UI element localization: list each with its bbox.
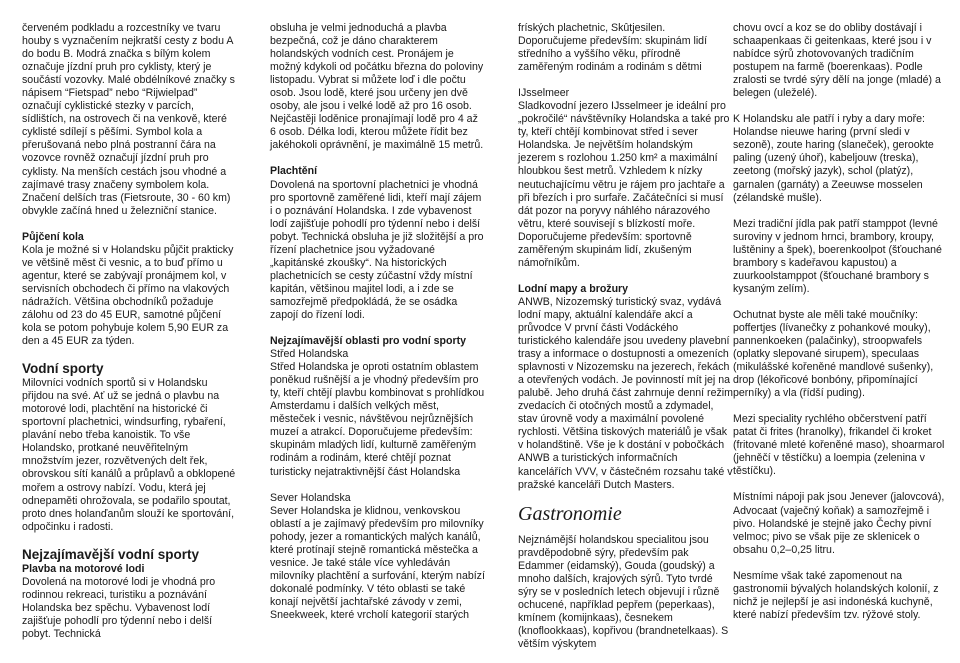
paragraph-goat-cheese: chovu ovcí a koz se do obliby dostávají i schaapenkaas či geitenkaas, které jsou i v nabídce sýrů zhotovovaných tradičním postupem na farmě (boerenkaas). Podle zralosti se tvrdé sýry dělí na jonge (mladé) a belegen (uleželé). <box>733 22 941 100</box>
paragraph-north-holland: Sever Holandska je klidnou, venkovskou oblastí a je zajímavý především pro milovníky pohody, jezer a romantických malých kanálů, které protínají stejně romantická městečka a vesnice. Je také stále více vyhledáván milovníky plachtění a surfování, kterým nabízí dokonalé podmínky. V této oblasti se také konají největší jachtařské závody v zemi, Sneekweek, které vrcholí kategorií starých <box>270 504 485 621</box>
paragraph-gastronomy: Nejznámější holandskou specialitou jsou pravděpodobně sýry, především pak Edammer (eidamský), Gouda (goudský) a mnoho dalších, krajových sýrů. Tyto tvrdé sýry se v posledních letech objevují i různě ochucené, například pepřem (peperkaas), kmínem (komijnkaas), česnekem (knoflookkaas), kopřivou (brandnetelkaas). S větším výskytem <box>518 533 729 650</box>
paragraph-ijsselmeer: Sladkovodní jezero IJsselmeer je ideální pro „pokročilé“ návštěvníky Holandska a také pro ty, kteří chtějí kombinovat střed i sever Holandska. Je největším holandským jezerem s rozlohou 1.250 km² a maximální hloubkou šest metrů. Vzhledem k nízky neutuchajícímu větru je rájem pro jachtaře a při březích i pro surfaře. Začátečníci si musí dát pozor na poryvy náhlého nárazového větru, které souvisejí s blízkostí moře. Doporučujeme především: sportovně zaměřeným skupinám lidí, zkušeným námořníkům. <box>518 100 730 269</box>
paragraph-sailing: Dovolená na sportovní plachetnici je vhodná pro sportovně zaměřené lidi, kteří mají zájem i o poznávání Holandska. I zde vybavenost lodí zajišťuje pohodlí pro týdenní nebo i delší pobyt. Technická obsluha je již složitější a pro řízení plachetnice jsou vyžadované „kapitánské zkoušky“. Na historických plachetnicích se cesty zúčastní vždy místní kapitán, většinou majitel lodi, a i zde se samozřejmě předpokládá, že se osádka zapojí do řízení lodi. <box>270 178 484 321</box>
paragraph-drinks: Místními nápoji pak jsou Jenever (jalovcová), Advocaat (vaječný koňak) a samozřejmě i pivo. Holandské je stejně jako Čechy pivní velmoc; pivo se však pije ze sklenicek o obsahu 0,2–0,25 litru. <box>733 491 945 556</box>
column-1 <box>22 22 237 641</box>
heading-water-sports: Vodní sporty <box>22 361 104 377</box>
heading-maps-brochures: Lodní mapy a brožury <box>518 282 629 295</box>
column-3 <box>518 22 733 651</box>
paragraph-fast-food: Mezi speciality rychlého občerstvení patří patat či frites (hranolky), frikandel či kroket (fritované mleté kořeněné maso), shoarmarol (jehněčí v těstíčku) a loempia (zelenina v těstíčku). <box>733 413 945 478</box>
paragraph-desserts: Ochutnat byste ale měli také moučníky: poffertjes (lívanečky z pohankové mouky), pannenkoeken (palačinky), stroopwafels (oplatky slepované sirupem), speculaas (mikulášské kořeněné mandlové sušenky), drop (lékořicové bonbóny, připomínající perníky) a vla (řídší puding). <box>733 308 934 400</box>
heading-north-holland: Sever Holandska <box>270 491 351 504</box>
heading-sailing: Plachtění <box>270 165 318 178</box>
paragraph-central-holland: Střed Holandska je oproti ostatním oblastem poněkud rušnější a je vhodný především pro ty, kteří chtějí plavbu kombinovat s prohlídkou Amsterdamu i dalších velkých měst, městeček i vesnic, návštěvou nejrůznějších muzeí a atrakcí. Doporučujeme především: skupinám mladých lidí, kulturně zaměřeným rodinám a rodinám, které chtějí poznat turisticky nejatraktivnější část Holandska <box>270 361 485 478</box>
heading-motor-boat: Plavba na motorové lodi <box>22 562 145 575</box>
heading-top-water-sports: Nejzajímavější vodní sporty <box>22 546 200 562</box>
paragraph-cycling-signs: červeném podkladu a rozcestníky ve tvaru houby s vyznačením nejkratší cesty z bodu A do bodu B. Modrá značka s bílým kolem označuje jízdní pruh pro cyklisty, který je součástí vozovky. Malé obdélníkové značky s nápisem “Fietspad” nebo “Rijwielpad” označují cyklistické stezky v parcích, sídlištích, na ostrovech či na venkově, které cyklisté sdílejí s pěšími. Symbol kola a přerušovaná nebo plná postranní čára na vozovce rovněž označují jízdní pruh pro cyklisty. Na menších cestách jsou vhodné a zajímavé trasy značeny symbolem kola. Značení delších tras (Fietsroute, 30 - 60 km) obvykle začíná hned u železniční stanice. <box>22 22 235 217</box>
heading-central-holland: Střed Holandska <box>270 348 349 361</box>
column-2 <box>270 22 485 622</box>
paragraph-frisian-boats: fríských plachetnic, Skûtjesilen. Doporučujeme především: skupinám lidí středního a vyššího věku, přírodně zaměřeným rodinám a rodinám s dětmi <box>518 22 708 74</box>
paragraph-bike-rental: Kola je možné si v Holandsku půjčit prakticky ve většině měst či vesnic, a to buď přímo u agentur, které se zabývají pronájmem kol, v servisních obchodech či přímo na vlakových nádražích. Většina obchodníků požaduje zálohu od 23 do 45 EUR, samotné půjčení kola se potom pohybuje kolem 5,90 EUR za den a 45 EUR za týden. <box>22 243 234 348</box>
paragraph-maps-brochures: ANWB, Nizozemský turistický svaz, vydává lodní mapy, aktuální kalendáře akcí a průvodce V první části Vodáckého turistického kalendáře jsou uvedeny plavební trasy a informace o dostupnosti a omezeních splavnosti v Nizozemsku na jezerech, řekách a otevřených vodách. Je povinností mít jej na palubě. Jeho druhá část zahrnuje denní režim zvedacích či otočných mostů a zdymadel, stav úrovně vody a maximální povolené rychlosti. Většina tiskových materiálů je však v holandštině. Vše je k dostání v pobočkách ANWB a turistických informačních kancelářích VVV, v částečném rozsahu také v pražské kanceláři Dutch Masters. <box>518 295 733 491</box>
paragraph-seafood: K Holandsku ale patří i ryby a dary moře: Holandse nieuwe haring (první sledi v sezoně), zoute haring (slaneček), gerookte paling (uzený úhoř), kabeljouw (treska), zeetong (mořský jazyk), schol (platýz), garnalen (garnáty) a Zeeuwse mosselen (zélandské mušle). <box>733 113 934 204</box>
paragraph-motor-boat: Dovolená na motorové lodi je vhodná pro rodinnou rekreaci, turistiku a poznávání Holandska bez spěchu. Vybavenost lodí zajišťuje pohodlí pro týdenní nebo i delší pobyt. Technická <box>22 575 216 640</box>
heading-bike-rental: Půjčení kola <box>22 230 84 243</box>
heading-ijsselmeer: IJsselmeer <box>518 87 570 100</box>
paragraph-colonial-cuisine: Nesmíme však také zapomenout na gastronomii bývalých holandských kolonií, z nichž je nejlepší je asi indonéská kuchyně, které nabízí především tzv. rýžové stoly. <box>733 569 939 621</box>
paragraph-water-sports: Milovníci vodních sportů si v Holandsku přijdou na své. Ať už se jedná o plavbu na motorové lodi, plachtění na historické či sportovní plachetnici, windsurfing, rybaření, plavání nebo třeba kanoistik. To vše Holandsko, protkané neuvěřitelným množstvím jezer, rozvětvených delt řek, obrovskou sítí kanálů a průplavů a obklopené mořem a ostrovy nabízí. Vodu, která jej odnepaměti ohrožovala, se podařilo spoutat, proto dnes holanďanům slouží ke sportování, odpočinku i radosti. <box>22 377 236 533</box>
heading-gastronomy: Gastronomie <box>518 502 622 525</box>
column-4 <box>733 22 945 622</box>
paragraph-boat-operation: obsluha je velmi jednoduchá a plavba bezpečná, což je dáno charakterem holandských vodních cest. Pronájem je možný kdykoli od počátku března do poloviny listopadu. Vybrat si můžete loď i dle počtu osob. Jsou lodě, které jsou určeny jen dvě osoby, ale jsou i velké lodě až pro 16 osob. Nejčastěji loděnice pronajímají lodě pro 4 až 6 osob. Délka lodi, kterou můžete řídit bez jakéhokoli oprávnění, je maximálně 15 metrů. <box>270 22 484 152</box>
paragraph-traditional-dishes: Mezi tradiční jídla pak patří stamppot (levné suroviny v jednom hrnci, brambory, kroupy, luštěniny a špek), boerenkoolpot (šťouchané brambory s kadeřavou kapustou) a zuurkoolstamppot (šťouchané brambory s kysaným zelím). <box>733 217 942 295</box>
heading-water-areas: Nejzajímavější oblasti pro vodní sporty <box>270 335 467 348</box>
